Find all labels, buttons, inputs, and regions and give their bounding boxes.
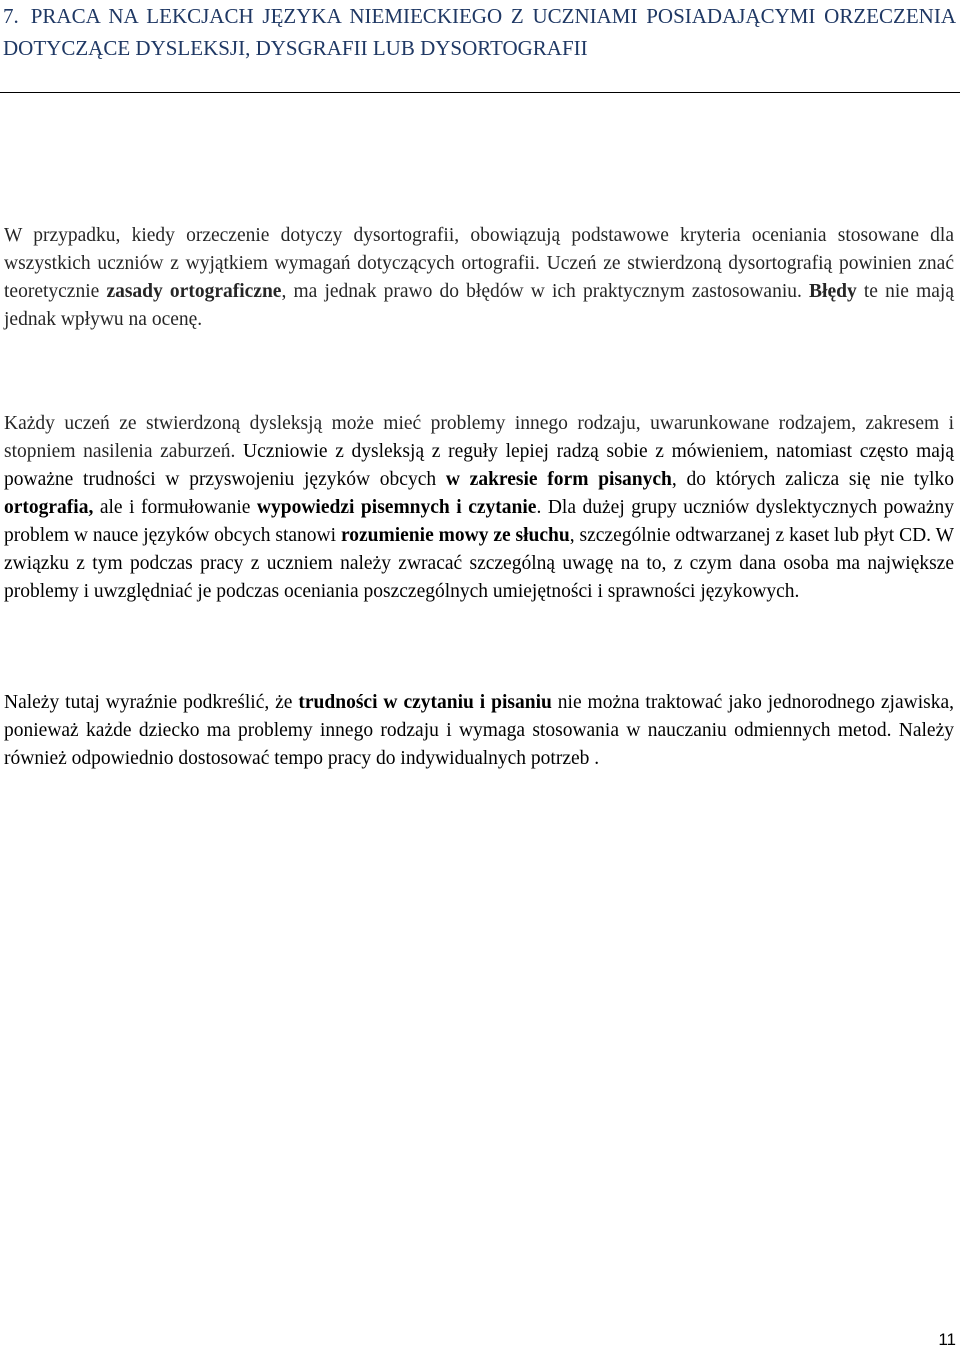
- p2-text-5: . Dla dużej grupy uczniów dyslektycznych poważny problem w nauce języków obcych stanowi: [4, 497, 955, 546]
- page-number: 11: [938, 1330, 956, 1349]
- heading-underline: [0, 92, 960, 93]
- p2-bold-2: ortografia,: [4, 497, 94, 518]
- p1-text-2: , ma jednak prawo do błędów w ich praktycznym zastosowaniu.: [281, 281, 810, 302]
- paragraph-dysleksja: [4, 410, 954, 606]
- p3-bold-1: trudności w czytaniu i pisaniu: [298, 692, 552, 713]
- p1-text-3: te nie mają jednak wpływu na ocenę.: [4, 281, 954, 330]
- p1-bold-1: zasady ortograficzne: [106, 281, 282, 302]
- p2-text-4: ale i formułowanie: [93, 497, 257, 518]
- p2-bold-3: wypowiedzi pisemnych i czytanie: [256, 497, 537, 518]
- section-title: PRACA NA LEKCJACH JĘZYKA NIEMIECKIEGO Z UCZNIAMI POSIADAJĄCYMI ORZECZENIA DOTYCZĄCE DYSLEKSJI, DYSGRAFII LUB DYSORTOGRAFII: [3, 4, 956, 60]
- p3-text-1: Należy tutaj wyraźnie podkreślić, że: [4, 692, 299, 713]
- p2-bold-1: w zakresie form pisanych: [445, 469, 672, 490]
- paragraph-dysortografia: [4, 222, 954, 334]
- p2-text-6: , szczególnie odtwarzanej z kaset lub płyt CD. W związku z tym podczas pracy z uczniem należy zwracać szczególną uwagę na to, z czym dana osoba ma największe problemy i uwzględniać je podczas oceniania poszczególnych umiejętności i sprawności językowych.: [4, 525, 954, 602]
- p1-bold-2: Błędy: [809, 281, 857, 302]
- p2-text-1: Każdy uczeń ze stwierdzoną dysleksją może mieć problemy innego rodzaju, uwarunkowane rodzajem, zakresem i stopniem nasilenia zaburzeń.: [4, 413, 954, 462]
- paragraph-trudnosci: [4, 689, 954, 773]
- p3-text-2: nie można traktować jako jednorodnego zjawiska, ponieważ każde dziecko ma problemy innego rodzaju i wymaga stosowania w nauczaniu odmiennych metod. Należy również odpowiednio dostosować tempo pracy do indywidualnych potrzeb .: [4, 692, 954, 769]
- p2-bold-4: rozumienie mowy ze słuchu: [340, 525, 570, 546]
- section-heading: [3, 0, 956, 64]
- section-number: 7.: [3, 4, 19, 28]
- p1-text-1: W przypadku, kiedy orzeczenie dotyczy dysortografii, obowiązują podstawowe kryteria oceniania stosowane dla wszystkich uczniów z wyjątkiem wymagań dotyczących ortografii. Uczeń ze stwierdzoną dysortografią powinien znać teoretycznie: [4, 225, 954, 302]
- p2-text-2: Uczniowie z dysleksją z reguły lepiej radzą sobie z mówieniem, natomiast często mają poważne trudności w przyswojeniu języków obcych: [4, 441, 954, 490]
- p2-text-3: , do których zalicza się nie tylko: [671, 469, 954, 490]
